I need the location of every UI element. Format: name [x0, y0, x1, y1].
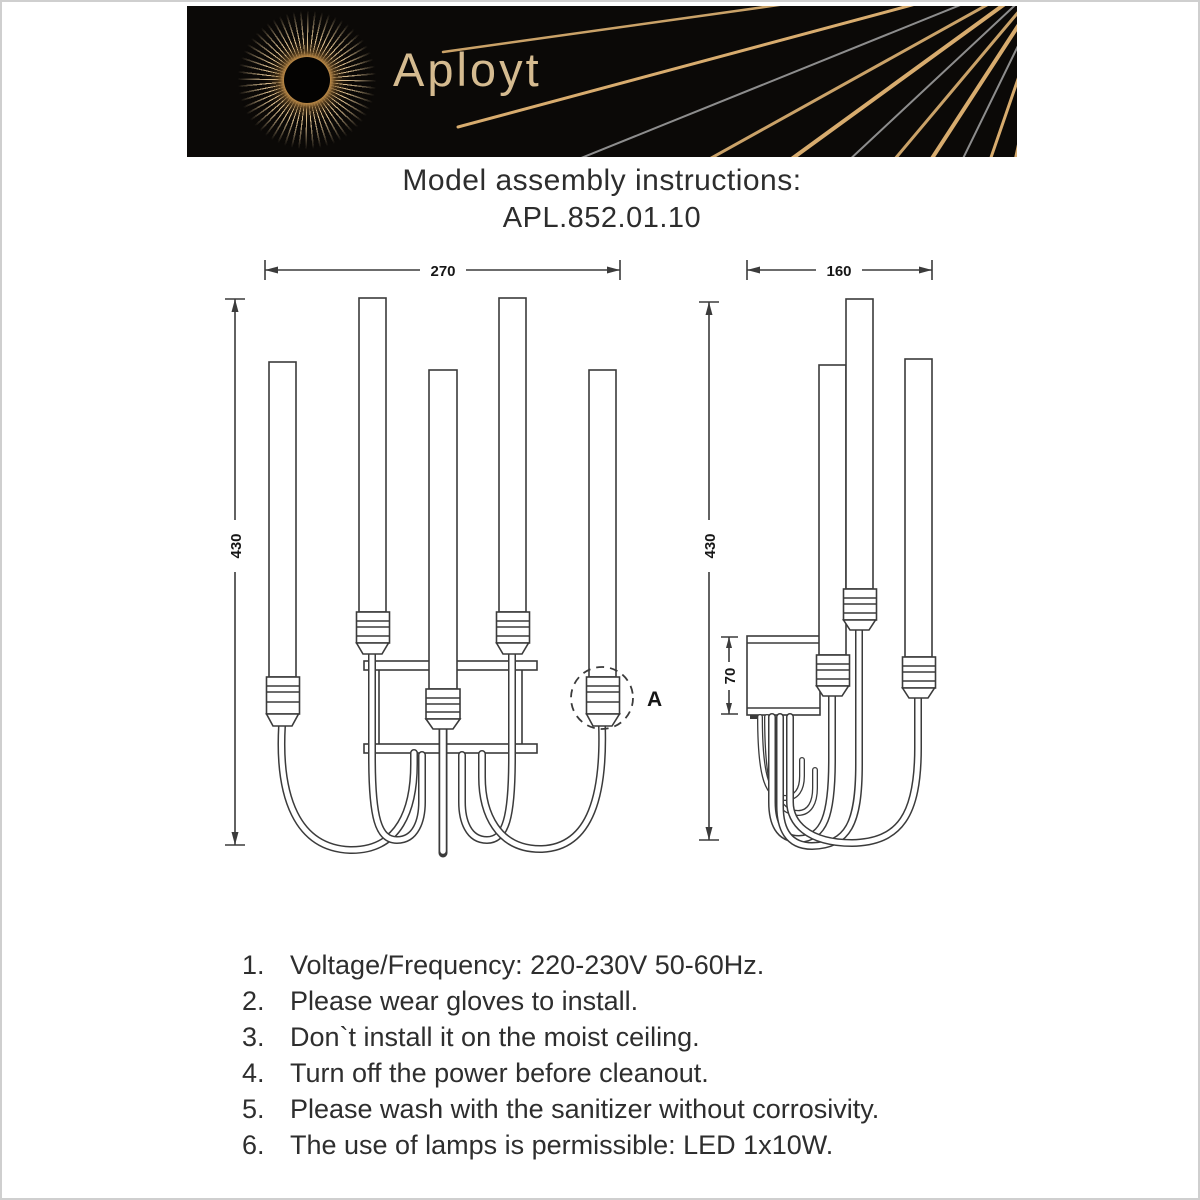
side-candle-front [903, 359, 936, 698]
header-banner [187, 6, 1017, 157]
backbox-dimension [718, 637, 740, 714]
list-item [242, 1094, 879, 1130]
model-number: APL.852.01.10 [502, 202, 702, 234]
dimension-label-depth: 160 [826, 263, 852, 280]
list-item [242, 986, 879, 1022]
sunburst-logo-icon [237, 10, 377, 150]
item-text: Please wash with the sanitizer without corrosivity. [290, 1094, 880, 1124]
dimension-label-side-height: 430 [702, 533, 719, 559]
mounting-box-side [747, 636, 820, 719]
candle-3 [426, 370, 460, 729]
side-candle-back [817, 365, 850, 696]
item-text: The use of lamps is permissible: LED 1x10W. [290, 1130, 834, 1160]
candle-2 [357, 298, 390, 654]
candle-4 [497, 298, 530, 654]
dimension-label-backbox: 70 [722, 667, 739, 685]
list-item [242, 1058, 879, 1094]
list-item [242, 950, 879, 986]
item-number: 5. [242, 1094, 265, 1124]
item-number: 4. [242, 1058, 265, 1088]
front-width-dimension [265, 258, 620, 281]
page-title: Model assembly instructions: [402, 164, 802, 197]
detail-label: A [647, 688, 663, 711]
item-number: 3. [242, 1022, 265, 1052]
front-height-dimension [223, 299, 247, 845]
title-block [2, 164, 1200, 235]
candle-5 [587, 370, 620, 726]
side-depth-dimension [747, 258, 932, 281]
item-text: Don`t install it on the moist ceiling. [290, 1022, 700, 1052]
list-item [242, 1130, 879, 1166]
item-text: Turn off the power before cleanout. [290, 1058, 709, 1088]
list-item [242, 1022, 879, 1058]
side-height-dimension [697, 302, 721, 840]
dimension-label-width: 270 [430, 263, 456, 280]
front-view [223, 258, 662, 853]
brand-name: Aployt [393, 43, 542, 96]
item-text: Please wear gloves to install. [290, 986, 639, 1016]
item-number: 6. [242, 1130, 265, 1160]
candle-1 [267, 362, 300, 726]
side-candle-tall [844, 299, 877, 630]
item-number: 1. [242, 950, 265, 980]
assembly-diagram [192, 237, 982, 897]
ray-burst-decoration [397, 6, 1017, 157]
item-number: 2. [242, 986, 265, 1016]
side-view [697, 258, 936, 846]
instructions-list [242, 950, 879, 1166]
item-text: Voltage/Frequency: 220-230V 50-60Hz. [290, 950, 765, 980]
dimension-label-height: 430 [228, 533, 245, 559]
